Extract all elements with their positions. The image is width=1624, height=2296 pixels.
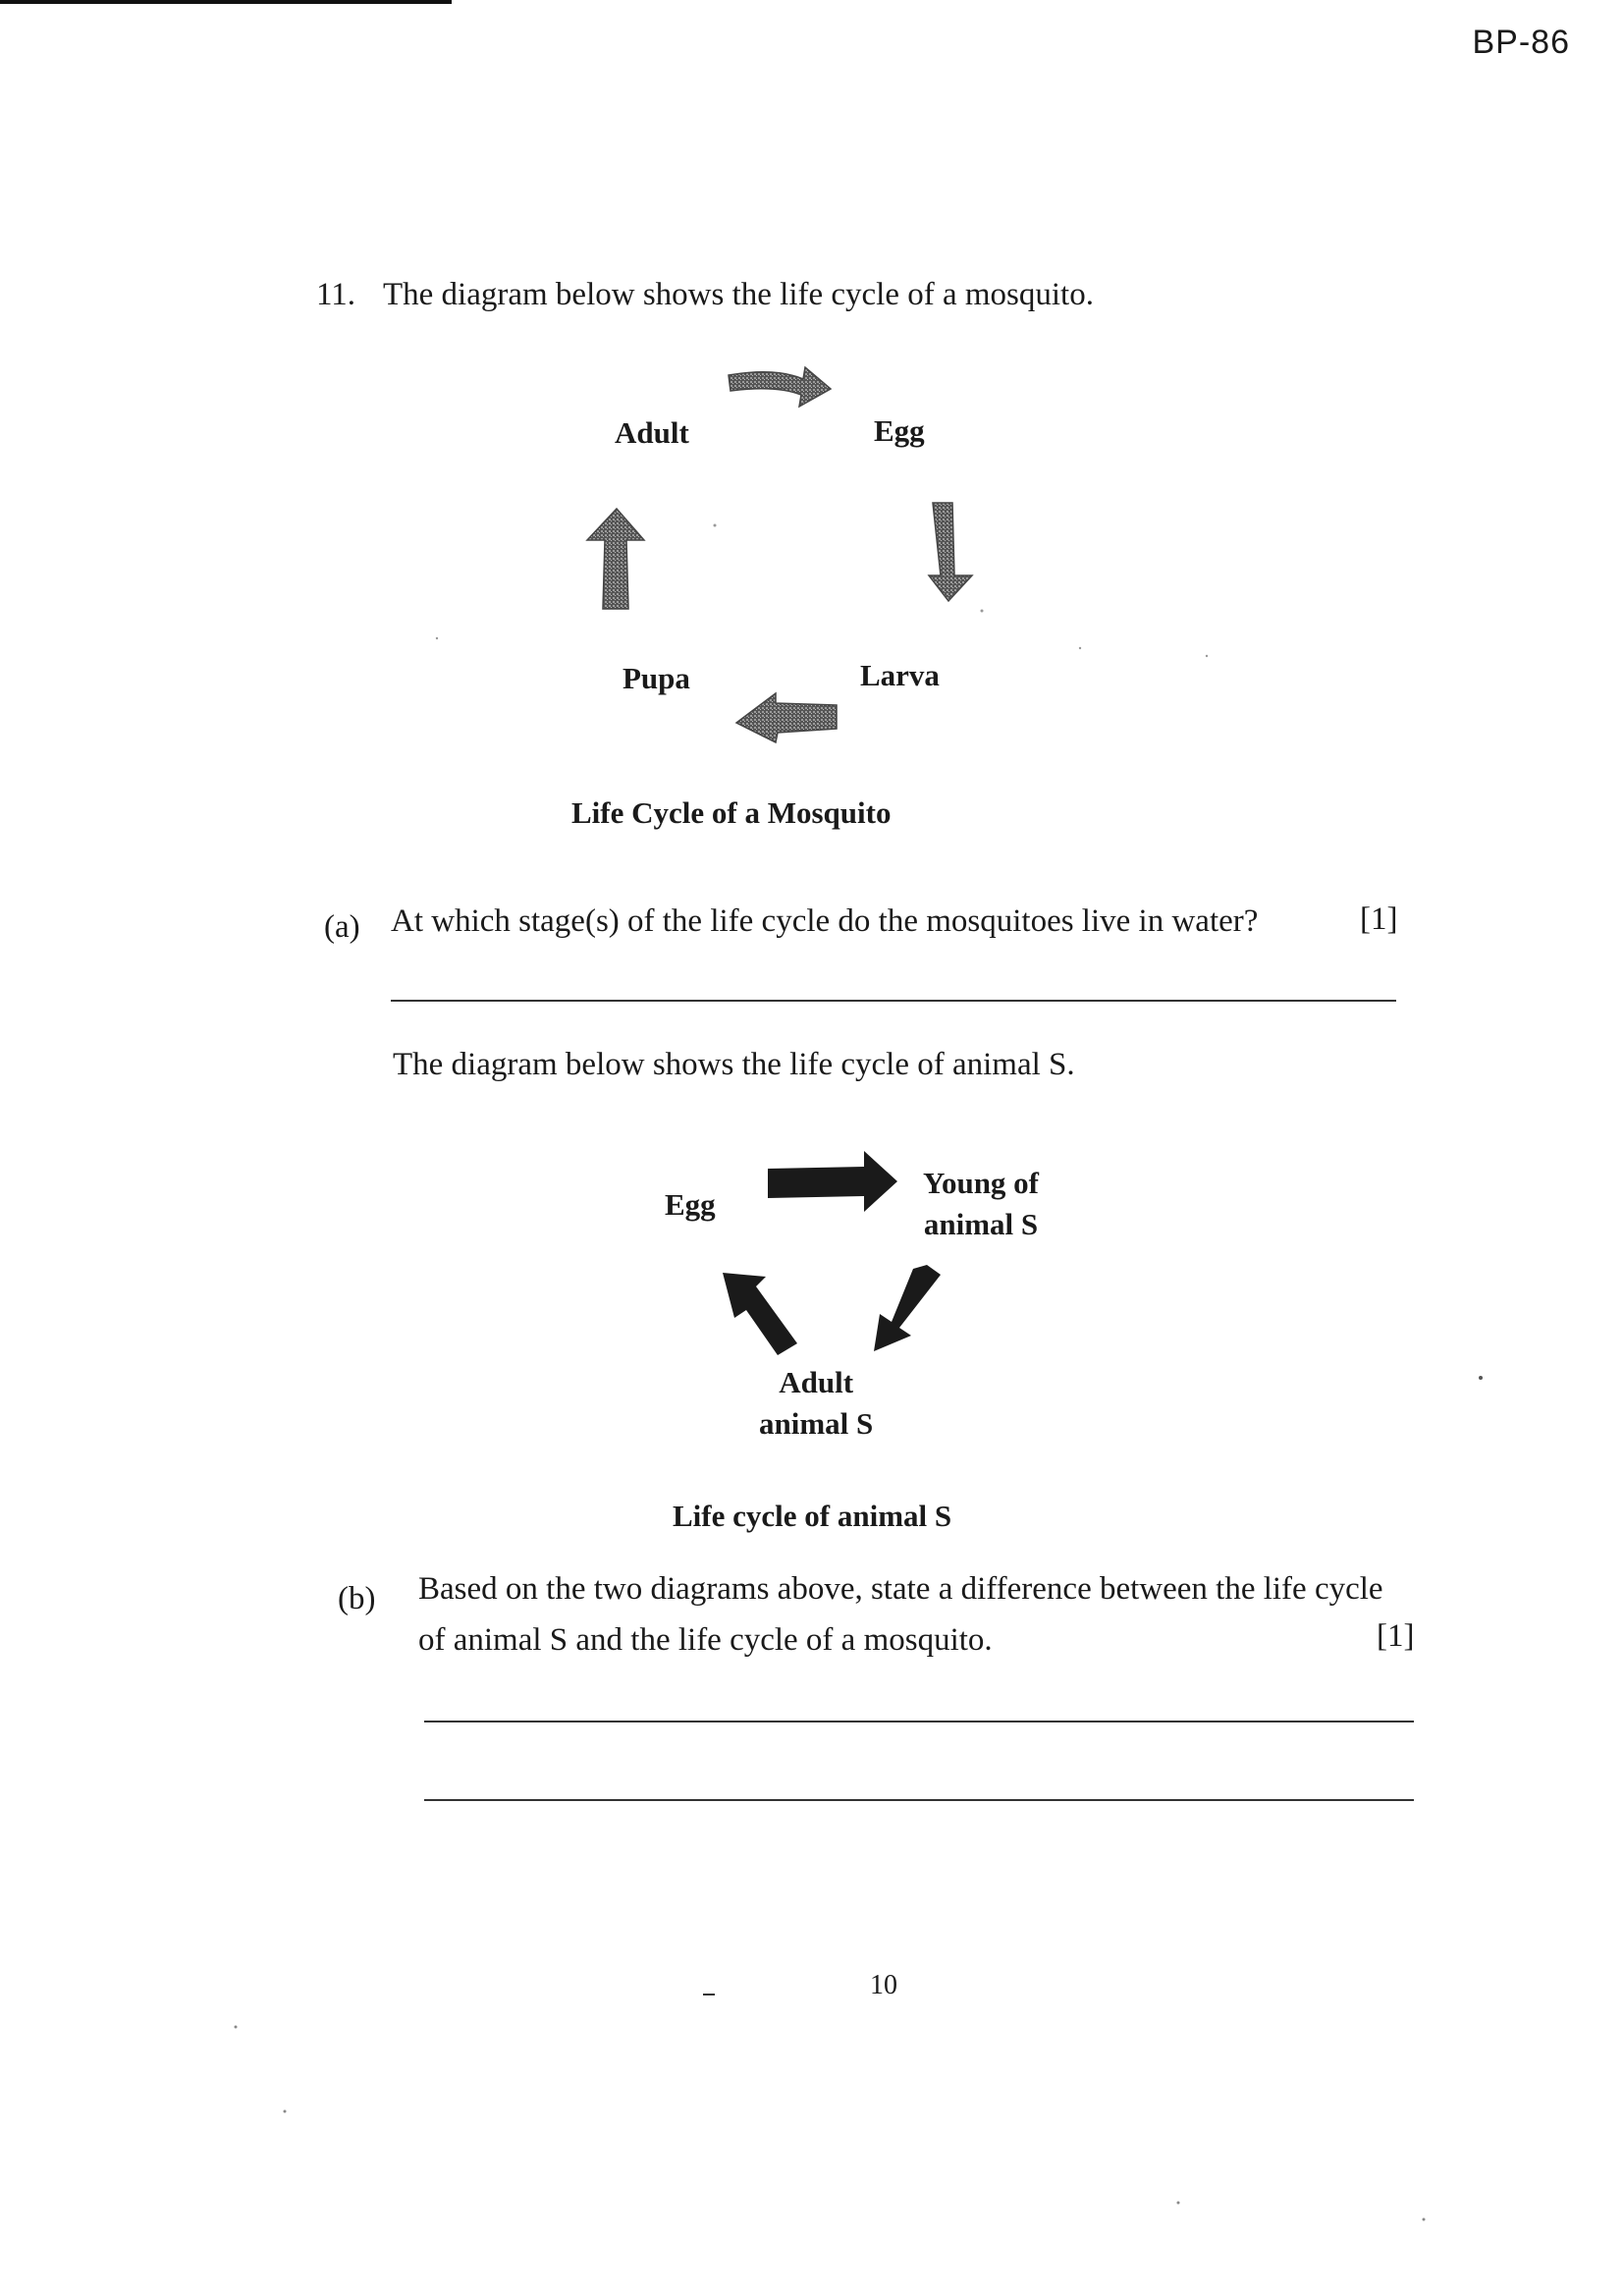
- arrow-larva-to-pupa: [736, 693, 837, 742]
- page-number: 10: [870, 1970, 897, 2000]
- question-intro: The diagram below shows the life cycle of a mosquito.: [383, 277, 1094, 312]
- stage-adult-line1: Adult: [779, 1365, 854, 1399]
- top-rule: [0, 0, 452, 4]
- answer-line-b2[interactable]: [424, 1799, 1414, 1801]
- animal-s-intro: The diagram below shows the life cycle of animal S.: [393, 1047, 1075, 1082]
- part-b-question-line1: Based on the two diagrams above, state a difference between the life cycle: [418, 1571, 1383, 1607]
- part-a-label: (a): [324, 909, 360, 945]
- answer-line-a[interactable]: [391, 1000, 1396, 1002]
- arrow-pupa-to-adult: [587, 509, 644, 609]
- animal-s-diagram-title: Life cycle of animal S: [673, 1499, 952, 1533]
- arrow-adult-to-egg: [729, 367, 831, 407]
- stage-adult: Adult: [615, 415, 689, 450]
- page-code: BP-86: [1472, 24, 1570, 61]
- stage-larva: Larva: [860, 658, 940, 692]
- stage-young-s: [923, 1163, 1039, 1245]
- arrow-young-to-adult: [874, 1265, 941, 1351]
- part-a-question: At which stage(s) of the life cycle do the mosquitoes live in water?: [391, 903, 1259, 939]
- stage-young-line1: Young of: [923, 1166, 1040, 1200]
- part-b-marks: [1]: [1377, 1618, 1415, 1654]
- question-number: 11.: [316, 277, 356, 312]
- stage-adult-line2: animal S: [759, 1405, 874, 1441]
- part-b-label: (b): [338, 1581, 376, 1616]
- stage-pupa: Pupa: [623, 661, 690, 695]
- arrow-egg-to-young: [768, 1151, 897, 1212]
- arrow-adult-to-egg: [723, 1273, 797, 1355]
- arrow-egg-to-larva: [929, 503, 972, 601]
- footer-dash: [703, 1994, 715, 1995]
- mosquito-diagram-title: Life Cycle of a Mosquito: [571, 795, 892, 830]
- stage-egg-s: Egg: [665, 1187, 716, 1222]
- answer-line-b1[interactable]: [424, 1721, 1414, 1722]
- part-a-marks: [1]: [1360, 902, 1398, 937]
- stage-adult-s: [759, 1362, 873, 1445]
- stage-egg: Egg: [874, 413, 925, 448]
- part-b-question-line2: of animal S and the life cycle of a mosquito.: [418, 1622, 993, 1658]
- stage-young-line2: animal S: [923, 1206, 1039, 1241]
